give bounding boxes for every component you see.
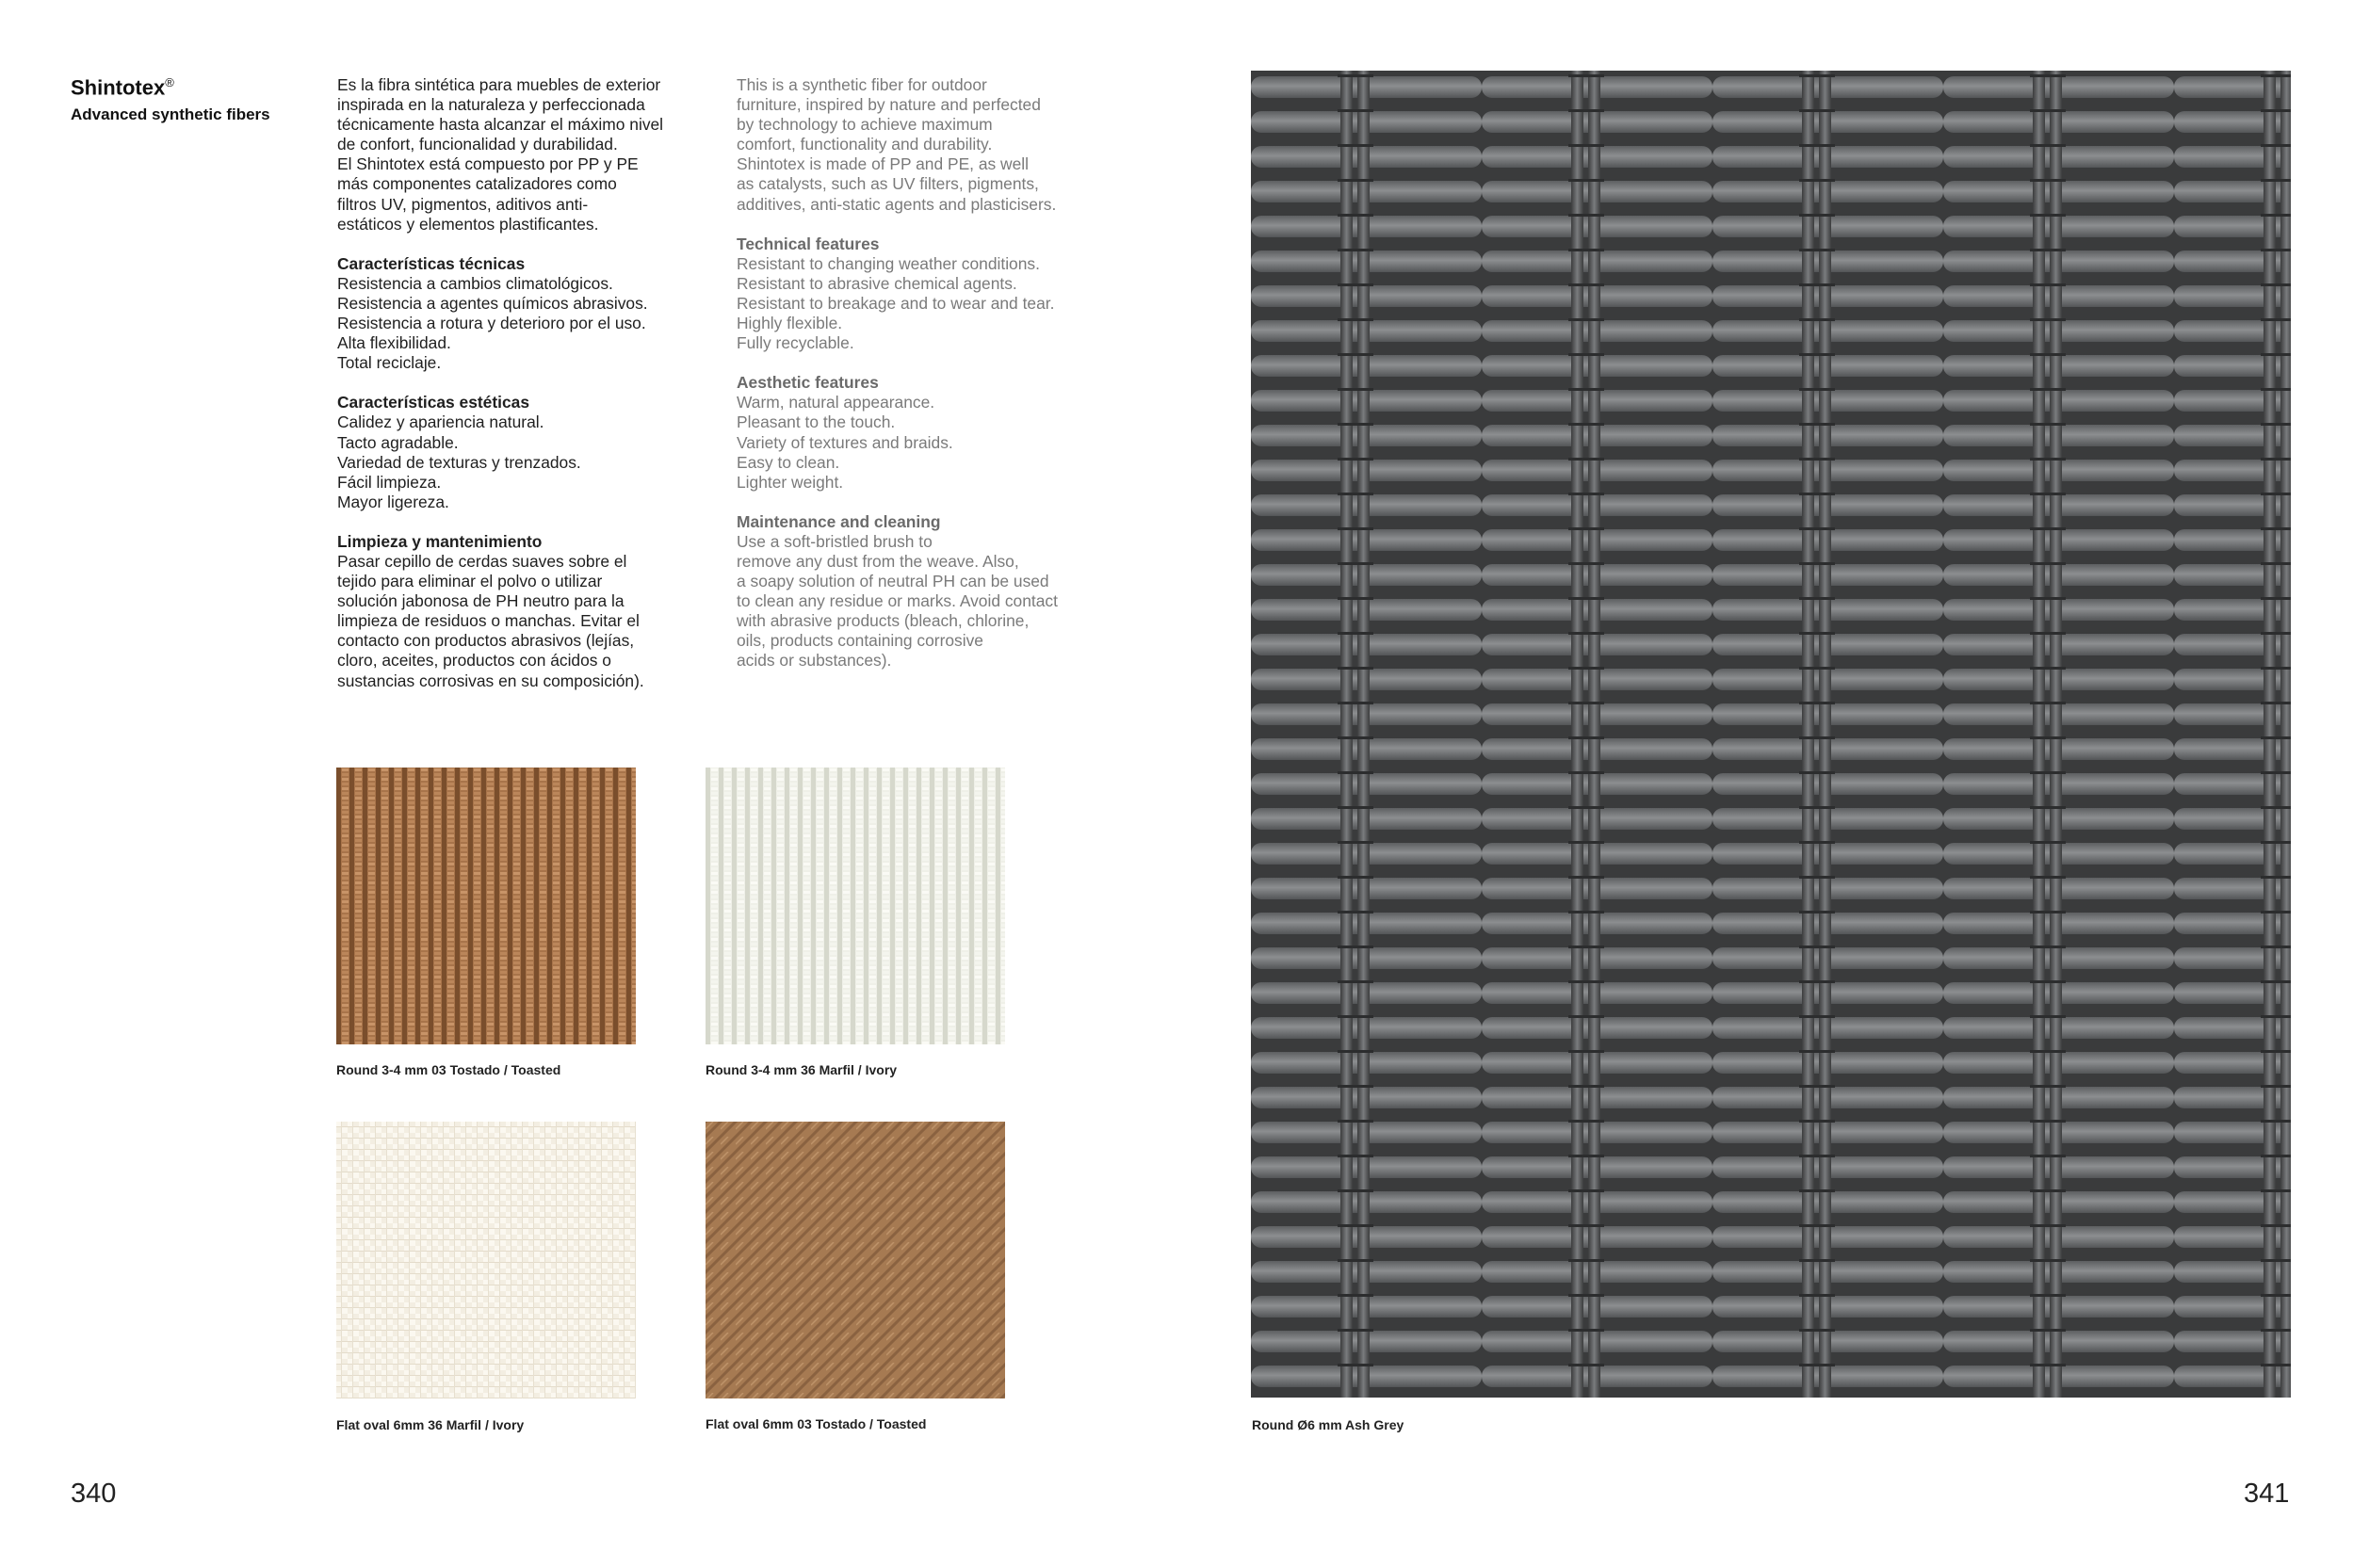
title-text: Shintotex	[71, 75, 166, 100]
swatch-caption: Flat oval 6mm 03 Tostado / Toasted	[706, 1416, 927, 1431]
text-line: Warm, natural appearance.	[737, 393, 935, 412]
spanish-intro	[337, 75, 714, 234]
section-heading: Características técnicas	[337, 253, 526, 273]
text-line: by technology to achieve maximum	[737, 115, 993, 135]
page-number-right: 341	[2244, 1479, 2290, 1509]
text-line: Resistant to breakage and to wear and tear.	[737, 293, 1055, 313]
text-line: to clean any residue or marks. Avoid contact	[737, 591, 1058, 611]
feature-photo-ash-grey	[1251, 71, 2291, 1398]
text-line: Highly flexible.	[737, 314, 843, 333]
text-line: limpieza de residuos o manchas. Evitar el	[337, 611, 640, 631]
text-line: Mayor ligereza.	[337, 492, 449, 511]
english-technical	[737, 234, 1113, 354]
text-line: cloro, aceites, productos con ácidos o	[337, 651, 611, 671]
english-aesthetic	[737, 373, 1113, 493]
text-line: inspirada en la naturaleza y perfeccionada	[337, 95, 645, 115]
spanish-aesthetic	[337, 393, 714, 512]
page-title	[71, 75, 174, 100]
section-heading: Limpieza y mantenimiento	[337, 531, 543, 551]
text-line: Resistant to abrasive chemical agents.	[737, 273, 1017, 293]
swatch-flat-toasted	[706, 1122, 1005, 1398]
swatch-caption: Round 3-4 mm 36 Marfil / Ivory	[706, 1062, 898, 1077]
text-line: Fully recyclable.	[737, 333, 854, 353]
text-line: furniture, inspired by nature and perfected	[737, 95, 1041, 115]
spanish-column	[337, 75, 714, 711]
text-line: Lighter weight.	[737, 472, 844, 492]
text-line: Resistencia a rotura y deterioro por el uso.	[337, 314, 646, 333]
text-line: Shintotex is made of PP and PE, as well	[737, 154, 1029, 174]
swatch-caption: Round 3-4 mm 03 Tostado / Toasted	[336, 1062, 561, 1077]
section-heading: Características estéticas	[337, 393, 529, 412]
spanish-cleaning	[337, 532, 714, 691]
english-cleaning	[737, 512, 1113, 671]
text-line: solución jabonosa de PH neutro para la	[337, 591, 625, 611]
text-line: Use a soft-bristled brush to	[737, 531, 933, 551]
text-line: Resistencia a agentes químicos abrasivos.	[337, 293, 648, 313]
section-heading: Maintenance and cleaning	[737, 511, 941, 531]
english-column	[737, 75, 1113, 691]
text-line: Alta flexibilidad.	[337, 333, 451, 353]
text-line: Fácil limpieza.	[337, 472, 442, 492]
text-line: estáticos y elementos plastificantes.	[337, 214, 599, 234]
registered-mark: ®	[165, 75, 174, 89]
text-line: Calidez y apariencia natural.	[337, 412, 544, 432]
text-line: de confort, funcionalidad y durabilidad.	[337, 135, 618, 154]
text-line: Resistant to changing weather conditions.	[737, 253, 1040, 273]
feature-photo-caption: Round Ø6 mm Ash Grey	[1252, 1417, 1404, 1432]
text-line: tejido para eliminar el polvo o utilizar	[337, 572, 603, 591]
swatch-caption: Flat oval 6mm 36 Marfil / Ivory	[336, 1417, 525, 1432]
english-intro	[737, 75, 1113, 215]
text-line: Variedad de texturas y trenzados.	[337, 452, 581, 472]
text-line: Total reciclaje.	[337, 353, 442, 373]
text-line: Es la fibra sintética para muebles de exterior	[337, 75, 661, 94]
text-line: acids or substances).	[737, 651, 892, 671]
text-line: This is a synthetic fiber for outdoor	[737, 75, 987, 94]
text-line: filtros UV, pigmentos, aditivos anti-	[337, 194, 589, 214]
text-line: El Shintotex está compuesto por PP y PE	[337, 154, 639, 174]
text-line: Pleasant to the touch.	[737, 412, 896, 432]
text-line: comfort, functionality and durability.	[737, 135, 993, 154]
text-line: oils, products containing corrosive	[737, 631, 983, 651]
section-heading: Technical features	[737, 234, 880, 253]
text-line: additives, anti-static agents and plasticisers.	[737, 194, 1057, 214]
text-line: Easy to clean.	[737, 452, 840, 472]
text-line: Variety of textures and braids.	[737, 432, 953, 452]
text-line: más componentes catalizadores como	[337, 174, 617, 194]
text-line: with abrasive products (bleach, chlorine,	[737, 611, 1030, 631]
text-line: Resistencia a cambios climatológicos.	[337, 273, 613, 293]
page-subtitle: Advanced synthetic fibers	[71, 105, 270, 123]
text-line: contacto con productos abrasivos (lejías,	[337, 631, 635, 651]
spanish-technical	[337, 254, 714, 374]
text-line: a soapy solution of neutral PH can be used	[737, 572, 1049, 591]
text-line: sustancias corrosivas en su composición).	[337, 671, 644, 690]
text-line: as catalysts, such as UV filters, pigments,	[737, 174, 1039, 194]
swatch-flat-ivory	[336, 1122, 636, 1398]
swatch-round-ivory	[706, 768, 1005, 1044]
text-line: remove any dust from the weave. Also,	[737, 551, 1019, 571]
section-heading: Aesthetic features	[737, 373, 879, 393]
text-line: Pasar cepillo de cerdas suaves sobre el	[337, 551, 627, 571]
text-line: técnicamente hasta alcanzar el máximo nivel	[337, 115, 664, 135]
page-number-left: 340	[71, 1479, 117, 1509]
swatch-round-toasted	[336, 768, 636, 1044]
text-line: Tacto agradable.	[337, 432, 459, 452]
